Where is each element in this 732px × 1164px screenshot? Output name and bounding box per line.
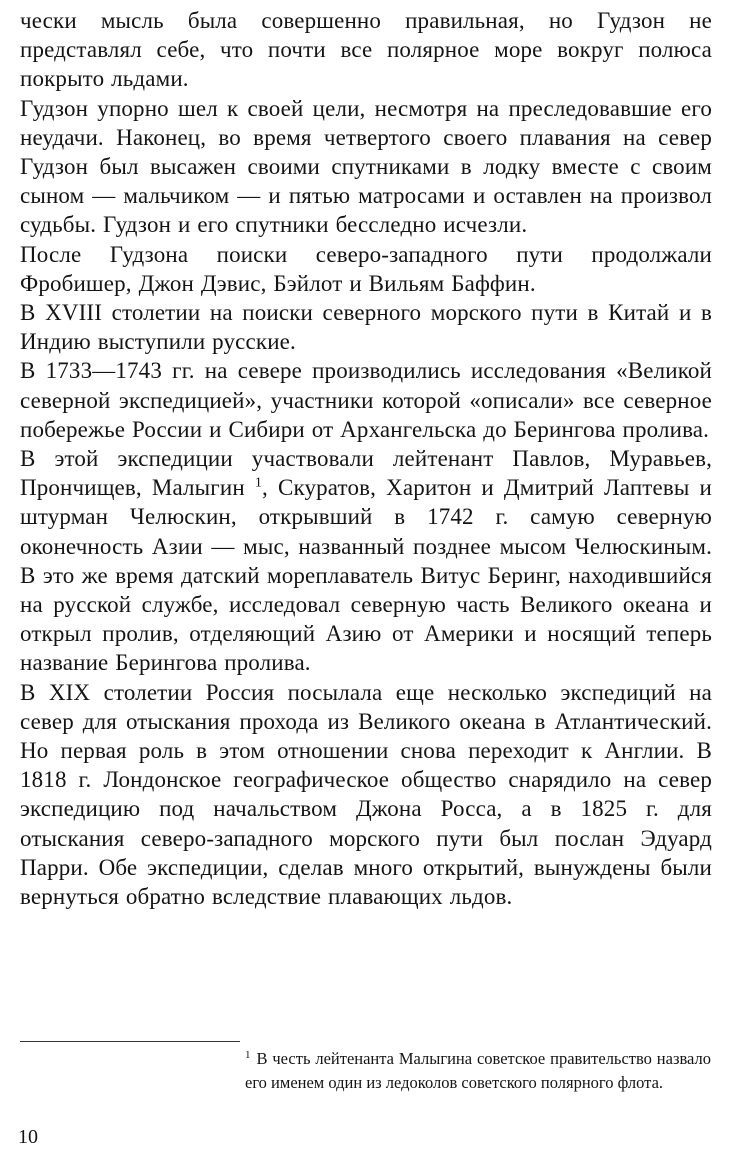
footnote-reference: 1 xyxy=(254,475,263,491)
paragraph-hudson-idea: чески мысль была совершенно правильная, но Гудзон не представлял себе, что почти все полярное море вокруг полюса покрыто льдами. xyxy=(20,8,712,92)
footnote xyxy=(245,1047,711,1095)
main-text xyxy=(20,6,712,911)
paragraph-expedition-members xyxy=(20,444,712,678)
paragraph-text: , Скуратов, Харитон и Дмитрий Лаптевы и штурман Челюскин, открывший в 1742 г. самую северную оконечность Азии — мыс, названный позднее мысом Челюскиным. В это же время датский мореплаватель Витус Беринг, находившийся на русской службе, исследовал северную часть Великого океана и открыл пролив, отделяющий Азию от Америки и носящий теперь название Берингова пролива. xyxy=(20,475,712,676)
footnote-divider xyxy=(20,1041,240,1042)
paragraph-text: В этой экспедиции участвовали лейтенант Павлов, Муравьев, Прончищев, Малыгин xyxy=(20,446,712,501)
paragraph-nineteenth-century: В XIX столетии Россия посылала еще несколько экспедиций на север для отыскания прохода из Великого океана в Атлантический. Но первая роль в этом отношении снова переходит к Англии. В 1818 г. Лондонское географическое общество снарядило на север экспедицию под начальством Джона Росса, а в 1825 г. для отыскания северо-западного морского пути был послан Эдуард Парри. Обе экспедиции, сделав много открытий, вынуждены были вернуться обратно вследствие плавающих льдов. xyxy=(20,679,712,910)
footnote-marker: 1 xyxy=(245,1048,251,1061)
paragraph-great-northern-expedition: В 1733—1743 гг. на севере производились исследования «Великой северной экспедицией», участники которой «описали» все северное побережье России и Сибири от Архангельска до Берингова пролива. xyxy=(20,358,712,442)
page-number: 10 xyxy=(18,1126,38,1148)
paragraph-russians: В XVIII столетии на поиски северного морского пути в Китай и в Индию выступили русские. xyxy=(20,300,712,355)
footnote-text: В честь лейтенанта Малыгина советское правительство назвало его именем один из ледоколов советского полярного флота. xyxy=(245,1049,711,1092)
paragraph-after-hudson: После Гудзона поиски северо-западного пути продолжали Фробишер, Джон Дэвис, Бэйлот и Вильям Баффин. xyxy=(20,241,712,296)
paragraph-hudson-fate: Гудзон упорно шел к своей цели, несмотря на преследовавшие его неудачи. Наконец, во время четвертого своего плавания на север Гудзон был высажен своими спутниками в лодку вместе с своим сыном — мальчиком — и пятью матросами и оставлен на произвол судьбы. Гудзон и его спутники бесследно исчезли. xyxy=(20,95,712,238)
